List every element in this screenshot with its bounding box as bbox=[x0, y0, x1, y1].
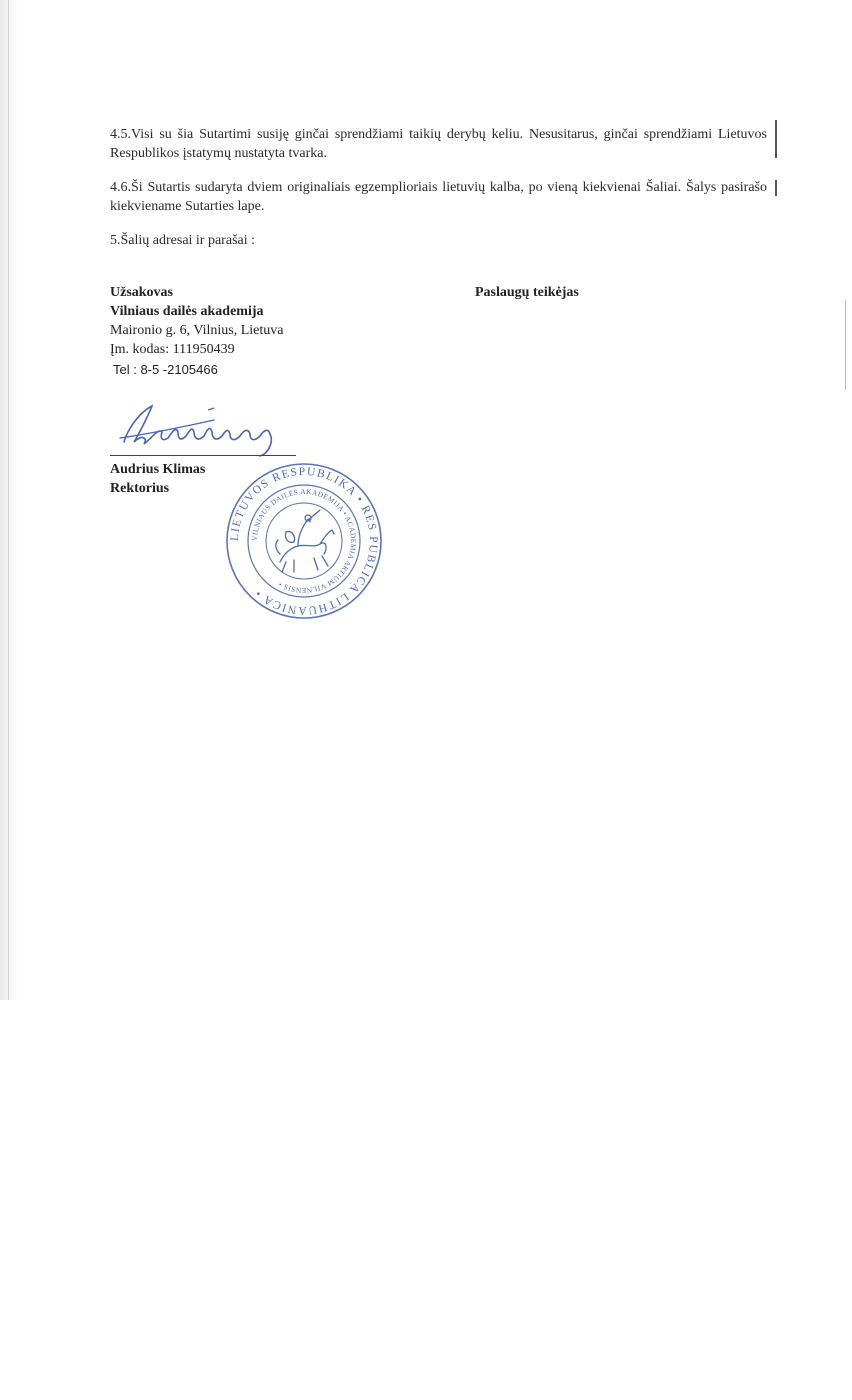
signature-line bbox=[110, 455, 296, 456]
signer-block bbox=[110, 460, 205, 498]
clause-4-6: 4.6.Ši Sutartis sudaryta dviem originaliais egzemplioriais lietuvių kalba, po vieną kiekvienai Šaliai. Šalys pasirašo kiekviename Sutarties lape. bbox=[110, 180, 767, 214]
customer-name: Vilniaus dailės akademija bbox=[110, 304, 264, 319]
vytis-knight-emblem bbox=[276, 510, 334, 572]
scan-margin-mark bbox=[845, 300, 846, 390]
official-seal bbox=[224, 462, 384, 620]
signer-name: Audrius Klimas bbox=[110, 462, 206, 477]
customer-phone: Tel : 8-5 -2105466 bbox=[113, 362, 218, 377]
scan-page-edge bbox=[0, 0, 18, 1000]
signer-title: Rektorius bbox=[110, 481, 170, 496]
handwritten-signature bbox=[118, 398, 298, 458]
scan-page-edge-line bbox=[8, 0, 9, 1000]
customer-company-code: Įm. kodas: 111950439 bbox=[110, 342, 235, 357]
seal-inner-text: VILNIAUS DAILĖS AKADEMIJA • ACADEMIA ARTIUM VILNENSIS • bbox=[249, 486, 359, 596]
seal-outer-text: LIETUVOS RESPUBLIKA • RES PUBLICA LITHUANICA • bbox=[228, 465, 380, 617]
provider-heading: Paslaugų teikėjas bbox=[475, 285, 579, 300]
customer-heading: Užsakovas bbox=[110, 285, 174, 300]
clause-5: 5.Šalių adresai ir parašai : bbox=[110, 233, 256, 248]
clause-4-5: 4.5.Visi su šia Sutartimi susiję ginčai sprendžiami taikių derybų keliu. Nesusitarus, ginčai sprendžiami Lietuvos Respublikos įstatymų nustatyta tvarka. bbox=[110, 127, 767, 161]
scan-margin-mark bbox=[775, 120, 777, 158]
customer-address: Maironio g. 6, Vilnius, Lietuva bbox=[110, 323, 284, 338]
customer-block bbox=[110, 283, 410, 379]
scan-margin-mark bbox=[775, 180, 777, 196]
